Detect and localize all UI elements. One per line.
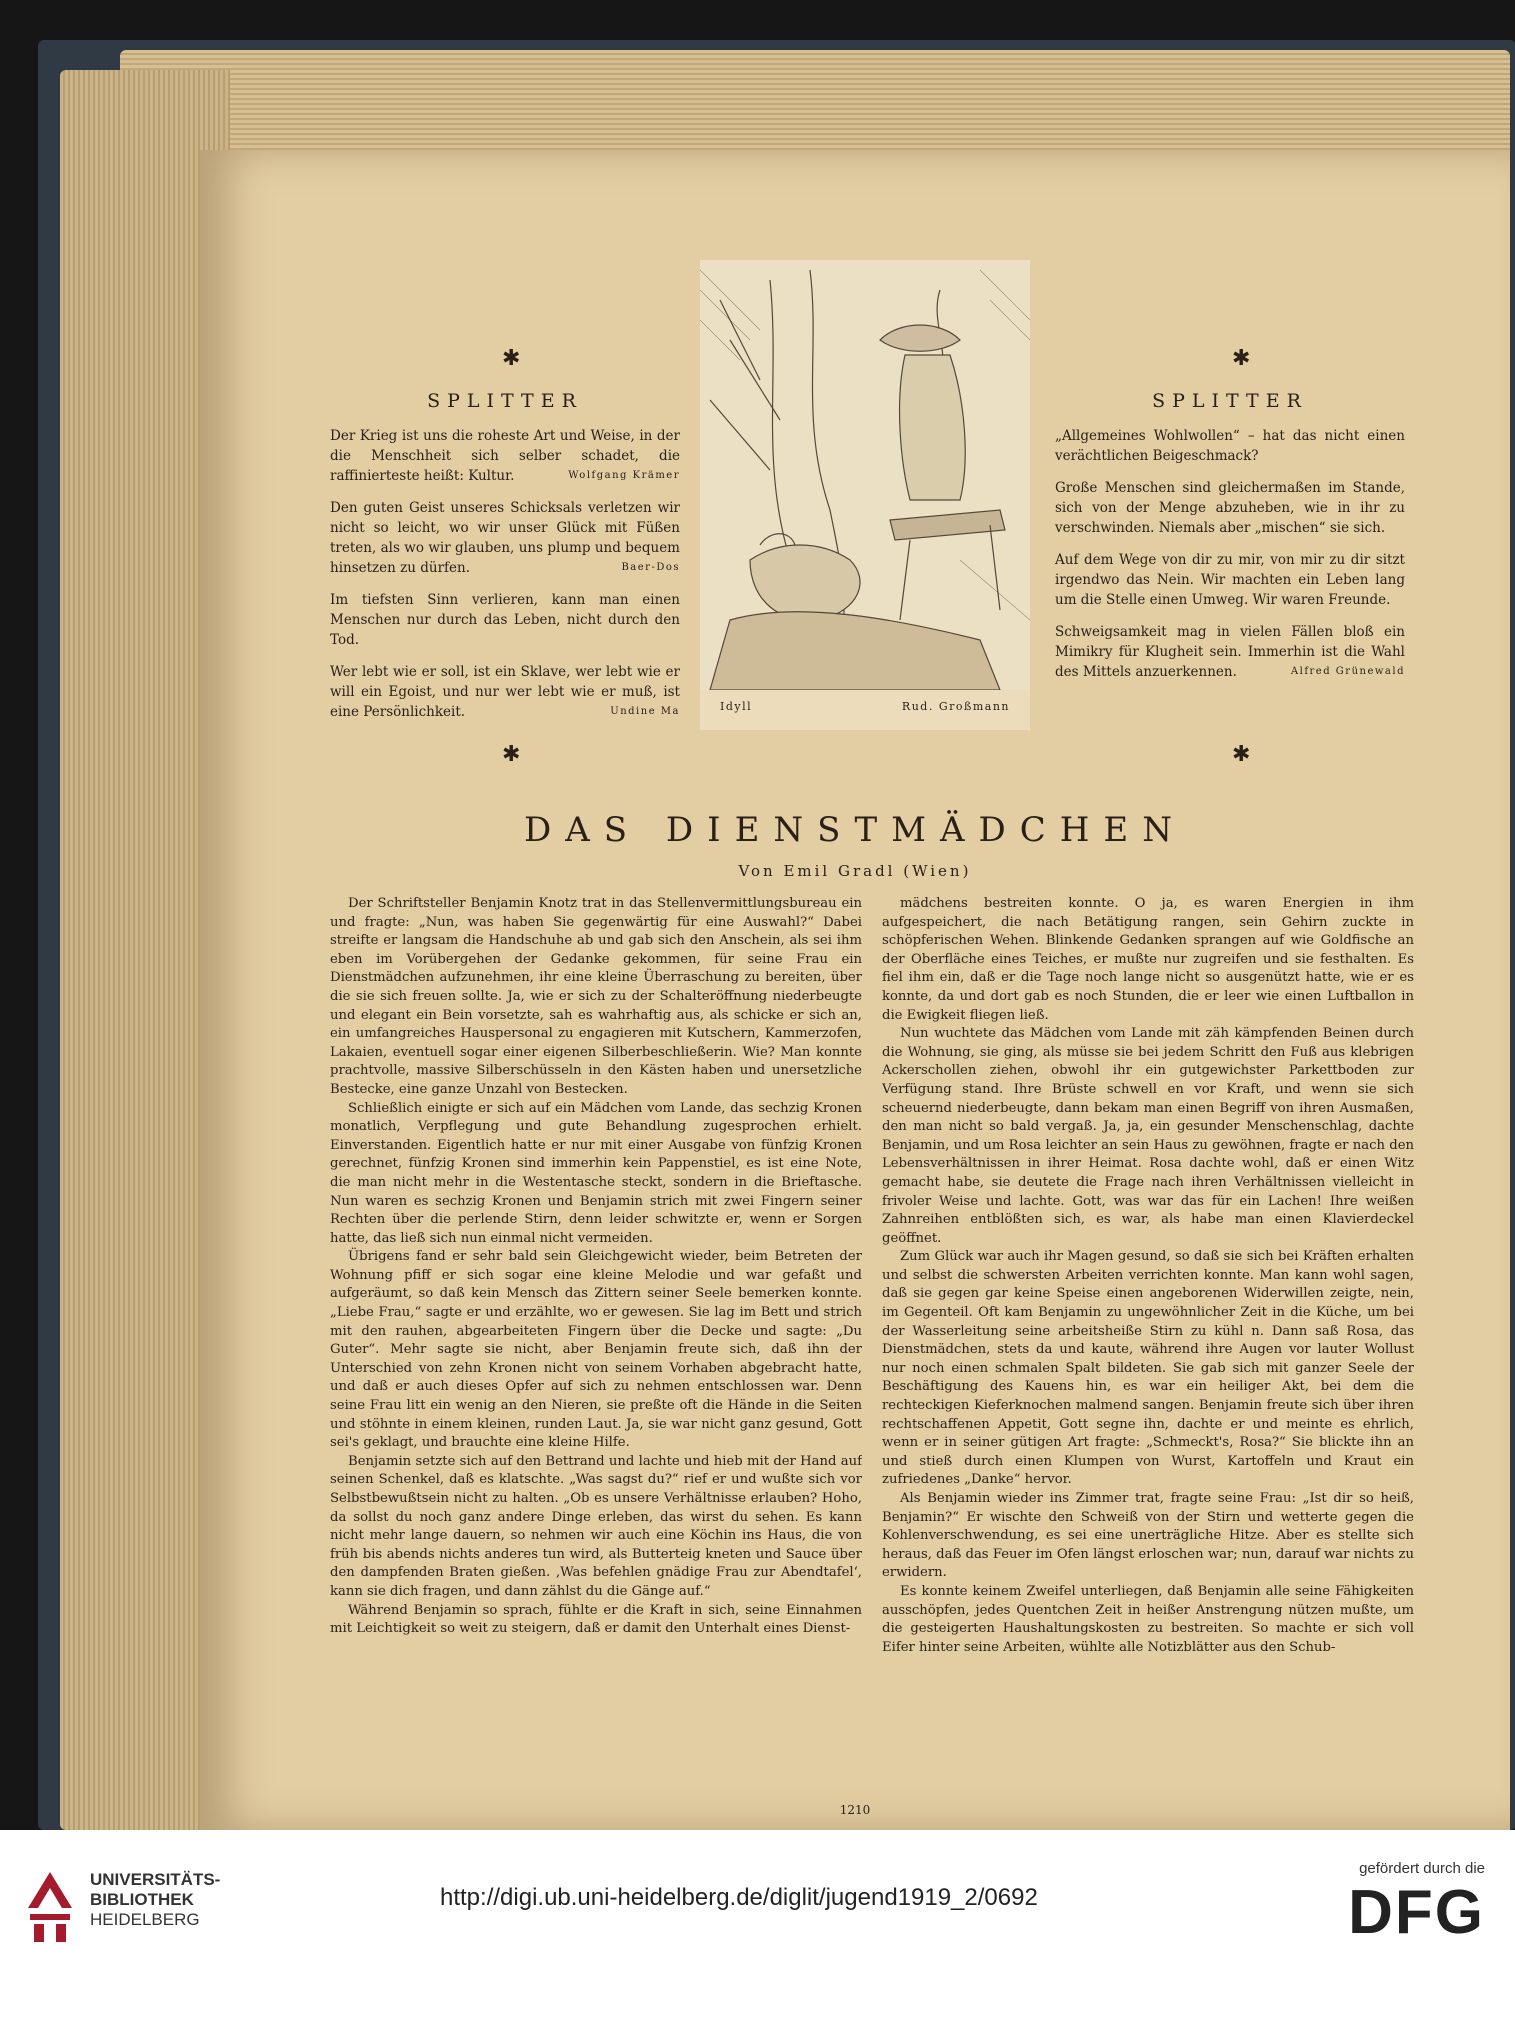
star-ornament: ✱ xyxy=(502,742,521,767)
paragraph: Nun wuchtete das Mädchen vom Lande mit zäh kämpfenden Beinen durch die Wohnung, sie ging, als müsse sie bei jedem Schritt den Fuß aus klebrigen Ackerschollen ziehen, obwohl ihr ein gutgewichster Parkettboden zur Verfügung stand. Ihre Brüste schwell en vor Kraft, und wenn sie sich scheuernd niederbeugte, dann bekam man einen Begriff von ihren Ausmaßen, den man nicht so bald vergaß. Ja, ja, ein gesunder Menschenschlag, dachte Benjamin, und um Rosa leichter an sein Haus zu gewöhnen, fragte er nach den Lebensverhältnissen in ihrer Heimat. Rosa dachte wohl, daß er einen Witz gemacht habe, sie deutete die Frage nach ihren Verhältnissen vielleicht in frivoler Weise und lachte. Gott, was war das für ein Lachen! Ihre weißen Zahnreihen entblößten sich, es war, als habe man einen Klavierdeckel geöffnet. xyxy=(882,1026,1414,1246)
paragraph: Benjamin setzte sich auf den Bettrand und lachte und hieb mit der Hand auf seinen Schenkel, daß es klatschte. „Was sagst du?“ rief er und wußte sich vor Selbstbewußtsein nicht zu halten. „Ob es unsere Verhältnisse erlauben? Hoho, da sollst du noch ganz andere Dinge erleben, das wirst du sehen. Es kann nicht mehr lange dauern, so nehmen wir auch eine Köchin ins Haus, die von früh bis abends nichts anderes tun wird, als Butterteig kneten und Sauce über den dampfenden Braten gießen. ‚Was befehlen gnädige Frau zur Abendtafel‘, kann sie dich fragen, und dann zählst du die Gänge auf.“ xyxy=(330,1453,862,1599)
caption-title: Idyll xyxy=(720,700,753,713)
aphorism: Wer lebt wie er soll, ist ein Sklave, wer lebt wie er will ein Egoist, und nur wer lebt wie er muß, ist eine Persönlichkeit. Undine Ma xyxy=(330,664,680,720)
source-url-link[interactable]: http://digi.ub.uni-heidelberg.de/diglit/jugend1919_2/0692 xyxy=(440,1884,1038,1911)
paragraph: Als Benjamin wieder ins Zimmer trat, fragte seine Frau: „Ist dir so heiß, Benjamin?“ Er wischte den Schweiß von der Stirn und wetterte gegen die Kohlenverschwendung, es sei eine unerträgliche Hitze. Aber es stellte sich heraus, daß das Feuer im Ofen längst erloschen war; nun, darauf war nichts zu erwidern. xyxy=(882,1491,1414,1581)
article-byline: Von Emil Gradl (Wien) xyxy=(738,862,972,880)
illustration-idyll xyxy=(700,260,1030,730)
paragraph: Übrigens fand er sehr bald sein Gleichgewicht wieder, beim Betreten der Wohnung pfiff er sich sogar eine kleine Melodie und war gefaßt und aufgeräumt, so daß kein Mensch das Zittern seiner Seele bemerken konnte. „Liebe Frau,“ sagte er und erzählte, wo er gewesen. Sie lag im Bett und strich mit den rauhen, abgearbeiteten Fingern über die Decke und sagte: „Du Guter“. Mehr sagte sie nicht, aber Benjamin freute sich, daß ihn der Unterschied von zehn Kronen nicht von seinem Vorhaben abgebracht hatte, und daß er auch dieses Opfer auf sich zu nehmen entschlossen war. Denn seine Frau litt ein wenig an den Nieren, sie preßte oft die Hände in die Seiten und stöhnte in einem kleinen, runden Laut. Ja, sie war nicht ganz gesund, Gott sei's geklagt, und brauchte eine kleine Hilfe. xyxy=(330,1249,862,1451)
aphorism-author: Wolfgang Krämer xyxy=(568,470,680,481)
aphorism: Der Krieg ist uns die roheste Art und Weise, in der die Menschheit sich selber schadet, die raffinierteste heißt: Kultur. Wolfgang Krämer xyxy=(330,428,680,484)
paragraph: Zum Glück war auch ihr Magen gesund, so daß sie sich bei Kräften erhalten und selbst die schwersten Arbeiten verrichten konnte. Man kann wohl sagen, daß sie gegen gar keine Speise einen angeborenen Widerwillen zeigte, nein, im Gegenteil. Oft kam Benjamin zu ungewöhnlicher Zeit in die Küche, um bei der Wasserleitung seine arbeitsheiße Stirn zu kühl n. Dann saß Rosa, das Dienstmädchen, stets da und kaute, während ihre Augen vor lauter Wollust nur noch einen schmalen Spalt bildeten. Sie gab sich mit ganzer Seele der Beschäftigung des Kauens hin, es war ein heiliger Akt, bei dem die rechteckigen Kieferknochen malmend sangen. Benjamin freute sich über ihren rechtschaffenen Appetit, Gott segne ihn, dachte er und meinte es ehrlich, wenn er in seiner gütigen Art fragte: „Schmeckt's, Rosa?“ Sie blickte ihn an und stieß durch einen Klumpen von Wurst, Kartoffeln und Kraut ein zufriedenes „Danke“ hervor. xyxy=(882,1249,1414,1488)
paragraph: Schließlich einigte er sich auf ein Mädchen vom Lande, das sechzig Kronen monatlich, Verpflegung und gute Behandlung zugesprochen erhielt. Einverstanden. Eigentlich hatte er nur mit einer Ausgabe von fünfzig Kronen gerechnet, fünfzig Kronen sind immerhin kein Pappenstiel, es ist eine Note, die man nicht mehr in die Westentasche steckt, sondern in die Brieftasche. Nun waren es sechzig Kronen und Benjamin strich mit zwei Fingern seiner Rechten über die perlende Stirn, denn leider schwitzte er, wenn er Sorgen hatte, das ließ sich nun einmal nicht vermeiden. xyxy=(330,1100,862,1246)
splitter-heading: SPLITTER xyxy=(427,390,583,412)
paragraph: Es konnte keinem Zweifel unterliegen, daß Benjamin alle seine Fähigkeiten ausschöpfen, jedes Quentchen Zeit in heißer Anstrengung nützen mußte, um die gesteigerten Haushaltungskosten zu bestreiten. So machte er sich voll Eifer hinter seine Arbeiten, wühlte alle Notizblätter aus den Schub- xyxy=(882,1583,1414,1655)
footer-bar xyxy=(0,1830,1515,2020)
funding-note xyxy=(1348,1860,1485,1949)
star-ornament: ✱ xyxy=(1232,346,1251,371)
page-edges-top xyxy=(120,50,1510,160)
paragraph: mädchens bestreiten konnte. O ja, es waren Energien in ihm aufgespeichert, die nach Betätigung rangen, sein Gehirn zuckte in schöpferischen Wehen. Blinkende Gedanken sprangen auf wie Goldfische an der Oberfläche eines Teiches, er mußte nur zugreifen und sie festhalten. Es fiel ihm ein, daß er die Tage noch lange nicht so ausgenützt hatte, wie er es konnte, da und dort gab es noch Stunden, die er leer wie einen Luftballon in die Ewigkeit fliegen ließ. xyxy=(882,896,1414,1023)
splitter-right xyxy=(1055,390,1405,694)
aphorism: Auf dem Wege von dir zu mir, von mir zu dir sitzt irgendwo das Nein. Wir machten ein Leben lang um die Stelle einen Umweg. Wir waren Freunde. xyxy=(1055,552,1405,608)
paragraph: Während Benjamin so sprach, fühlte er die Kraft in sich, seine Einnahmen mit Leichtigkeit so weit zu steigern, daß er damit den Unterhalt eines Dienst- xyxy=(330,1602,862,1637)
star-ornament: ✱ xyxy=(502,346,521,371)
dfg-logo: DFG xyxy=(1348,1878,1485,1947)
caption-artist: Rud. Großmann xyxy=(901,700,1010,713)
page-number: 1210 xyxy=(839,1803,871,1817)
article-title: DAS DIENSTMÄDCHEN xyxy=(523,810,1186,850)
article-column-right xyxy=(882,895,1414,1800)
aphorism: Im tiefsten Sinn verlieren, kann man einen Menschen nur durch das Leben, nicht durch den Tod. xyxy=(330,592,680,648)
splitter-left xyxy=(330,390,680,734)
star-ornament: ✱ xyxy=(1232,742,1251,767)
aphorism-author: Undine Ma xyxy=(610,706,680,717)
aphorism-author: Alfred Grünewald xyxy=(1290,666,1405,677)
aphorism: Große Menschen sind gleichermaßen im Stande, sich von der Menge abzuheben, wie in ihr zu verschwinden. Niemals aber „mischen“ sie sich. xyxy=(1055,480,1405,536)
article-column-left xyxy=(330,895,862,1800)
aphorism: Den guten Geist unseres Schicksals verletzen wir nicht so leicht, wo wir unser Glück mit Füßen treten, als wo wir glauben, uns plump und bequem hinsetzen zu dürfen. Baer-Dos xyxy=(330,500,680,576)
paragraph: Der Schriftsteller Benjamin Knotz trat in das Stellenvermittlungsbureau ein und fragte: „Nun, was haben Sie gegenwärtig für eine Auswahl?“ Dabei streifte er langsam die Handschuhe ab und gab sich den Anschein, als sei ihm eben im Vorübergehen der Gedanke gekommen, für seine Frau ein Dienstmädchen aufzunehmen, ihr eine kleine Überraschung zu bereiten, über die sie sich freuen sollte. Ja, wie er sich zu der Schalteröffnung niederbeugte und elegant ein Bein vorsetzte, sah es wahrhaftig aus, als schicke er sich an, ein umfangreiches Hauspersonal zu engagieren mit Kutschern, Kammerzofen, Lakaien, eventuell sogar einer eigenen Silberbeschließerin. Wie? Man konnte prachtvolle, massive Silberschüsseln in den Kästen haben und unersetzliche Bestecke, eine ganze Unzahl von Bestecken. xyxy=(330,896,862,1097)
funding-text: gefördert durch die xyxy=(1359,1860,1485,1877)
journal-page xyxy=(200,150,1510,1830)
aphorism-author: Baer-Dos xyxy=(621,562,680,573)
library-name: UNIVERSITÄTS- BIBLIOTHEK HEIDELBERG xyxy=(90,1870,221,1929)
splitter-heading: SPLITTER xyxy=(1152,390,1308,412)
illustration-drawing xyxy=(700,260,1030,690)
aphorism: Schweigsamkeit mag in vielen Fällen bloß ein Mimikry für Klugheit sein. Immerhin ist die Wahl des Mittels anzuerkennen. Alfred Grünewald xyxy=(1055,624,1405,680)
aphorism: „Allgemeines Wohlwollen“ – hat das nicht einen verächtlichen Beigeschmack? xyxy=(1055,428,1405,464)
library-logo-icon xyxy=(20,1868,80,1946)
